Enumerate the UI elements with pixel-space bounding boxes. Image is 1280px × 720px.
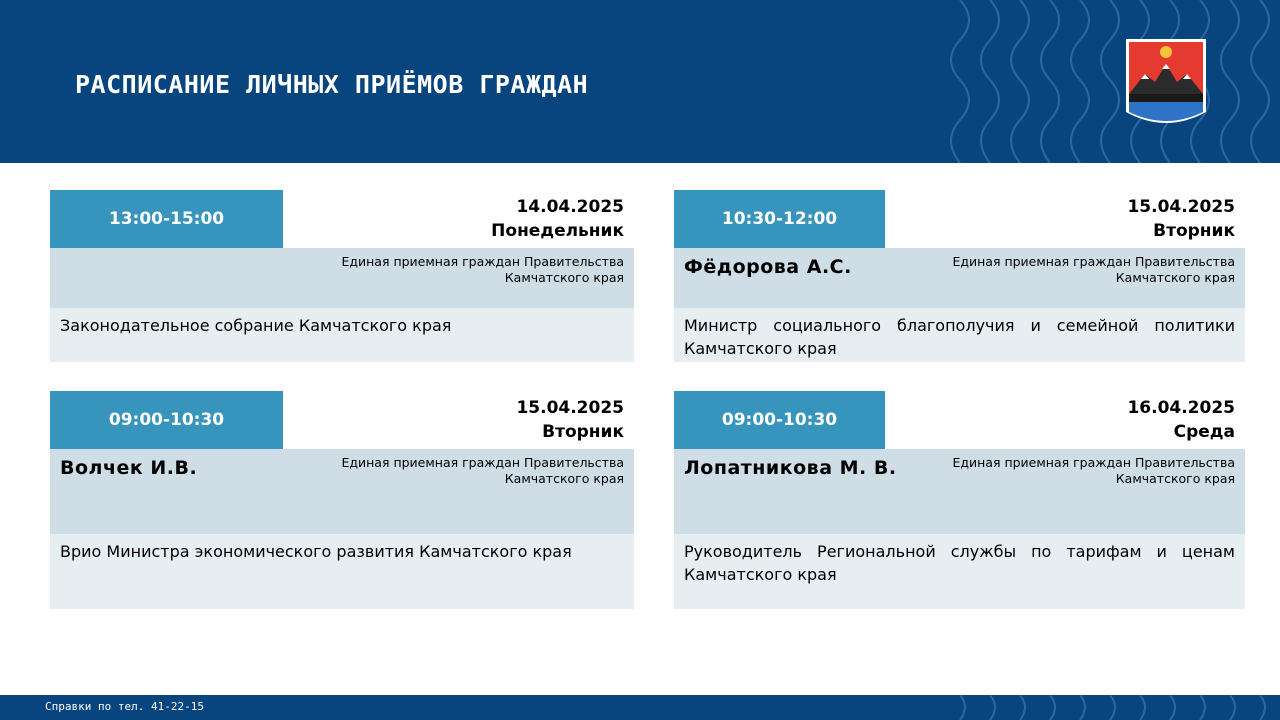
kamchatka-coat-of-arms-icon [1125,38,1207,132]
schedule-card-3 [50,391,634,609]
reception-place: Единая приемная граждан Правительства Камчатского края [952,254,1235,285]
page-title: РАСПИСАНИЕ ЛИЧНЫХ ПРИЁМОВ ГРАЖДАН [75,70,589,99]
official-name: Фёдорова А.С. [684,256,852,278]
reception-place: Единая приемная граждан Правительства Камчатского края [341,254,624,285]
schedule-card-2 [674,190,1245,362]
weekday-text: Понедельник [491,221,624,241]
weekday-text: Вторник [1153,221,1235,241]
reception-place: Единая приемная граждан Правительства Камчатского края [341,455,624,486]
weekday-text: Вторник [542,422,624,442]
date-block [491,195,624,243]
time-badge: 09:00-10:30 [50,391,283,449]
official-name: Волчек И.В. [60,457,198,479]
date-text: 14.04.2025 [516,197,624,217]
date-text: 16.04.2025 [1127,398,1235,418]
footer-bar [0,695,1280,720]
schedule-card-4 [674,391,1245,609]
wave-pattern-decoration [940,695,1280,720]
date-block [1127,195,1235,243]
info-row [674,248,1245,308]
header-banner [0,0,1280,163]
reception-place: Единая приемная граждан Правительства Камчатского края [952,455,1235,486]
date-block [516,396,624,444]
time-badge: 13:00-15:00 [50,190,283,248]
time-badge: 10:30-12:00 [674,190,885,248]
time-badge: 09:00-10:30 [674,391,885,449]
info-row [50,248,634,308]
schedule-card-1 [50,190,634,362]
contact-phone-text: Справки по тел. 41-22-15 [45,700,204,713]
date-text: 15.04.2025 [1127,197,1235,217]
wave-pattern-decoration [940,0,1280,163]
official-position: Руководитель Региональной службы по тарифам и ценам Камчатского края [674,534,1245,609]
official-position: Законодательное собрание Камчатского края [50,308,634,362]
official-position: Врио Министра экономического развития Камчатского края [50,534,634,609]
official-name: Лопатникова М. В. [684,457,897,479]
weekday-text: Среда [1173,422,1235,442]
official-position: Министр социального благополучия и семейной политики Камчатского края [674,308,1245,362]
info-row [50,449,634,534]
info-row [674,449,1245,534]
date-block [1127,396,1235,444]
date-text: 15.04.2025 [516,398,624,418]
